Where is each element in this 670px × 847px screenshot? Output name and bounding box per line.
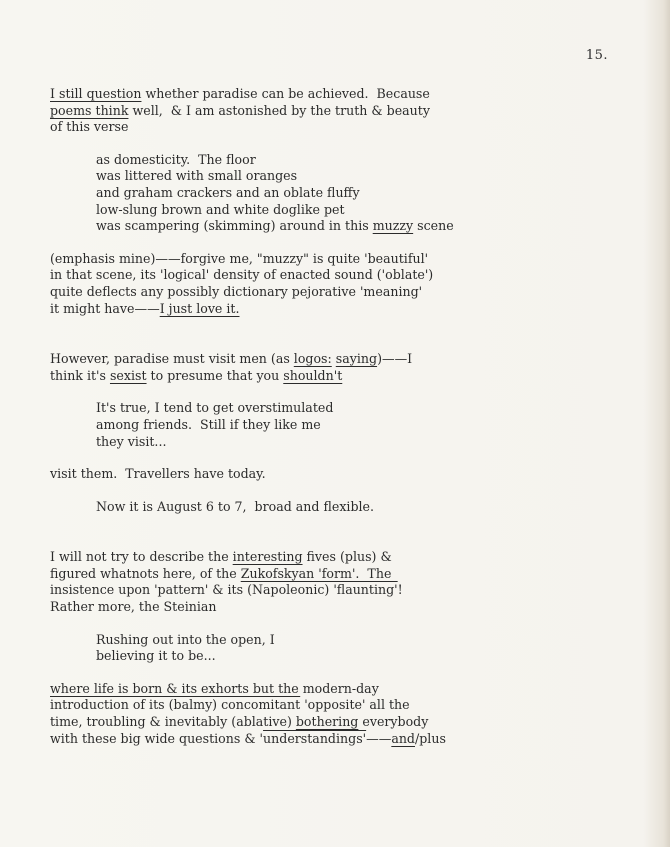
text-line xyxy=(50,714,610,731)
text-run: 'opposite' all the xyxy=(300,697,410,713)
underlined-word: shouldn't xyxy=(283,367,343,383)
underlined-word: sexist xyxy=(109,367,147,383)
verse-line: It's true, I tend to get overstimulated xyxy=(96,400,334,416)
text-run: /plus xyxy=(415,730,446,746)
text-line xyxy=(50,681,610,698)
paragraph-7 xyxy=(50,681,610,747)
underlined-word: logos: xyxy=(293,351,332,367)
text-run: everybody xyxy=(358,714,429,730)
page-number: 15. xyxy=(585,48,608,63)
text-line xyxy=(50,368,610,385)
underlined-phrase: I still question xyxy=(50,86,142,101)
overlined-word: understandings' xyxy=(263,730,367,746)
underlined-phrase: I just love it. xyxy=(159,300,240,316)
quoted-verse-3 xyxy=(96,632,610,665)
paragraph-1 xyxy=(50,86,610,136)
underlined-word: saying xyxy=(335,351,378,367)
text-line: in that scene, its 'logical' density of enacted sound ('oblate') xyxy=(50,267,434,283)
text-line xyxy=(50,86,610,103)
underlined-phrase: Zukofskyan 'form' xyxy=(240,565,356,581)
page-body xyxy=(50,86,610,747)
text-line xyxy=(50,119,610,136)
text-run: but the modern-day xyxy=(248,680,379,696)
verse-line: believing it to be... xyxy=(96,648,216,664)
text-run: think it's xyxy=(50,367,110,383)
text-line xyxy=(50,731,610,748)
paragraph-2 xyxy=(50,251,610,317)
verse-line: Rushing out into the open, I xyxy=(96,631,275,647)
verse-line: among friends. Still if they like me xyxy=(96,416,321,432)
underlined-phrase: where life is born & its exhorts xyxy=(50,680,249,696)
verse-line: low-slung brown and white doglike pet xyxy=(96,201,345,217)
text-run: insistence upon 'pattern' & its ( xyxy=(50,582,252,598)
text-run: . The xyxy=(355,565,392,581)
paragraph-3 xyxy=(50,351,610,384)
text-line: quite deflects any possibly dictionary pejorative 'meaning' xyxy=(50,283,423,299)
verse-line xyxy=(96,218,610,235)
text-run: —— xyxy=(366,730,392,746)
text-line xyxy=(50,103,610,120)
text-line xyxy=(50,351,610,368)
text-line xyxy=(50,549,610,566)
overlined-phrase: Napoleonic) 'flaunting' xyxy=(251,582,398,598)
verse-line: they visit... xyxy=(96,433,167,449)
text-run: scene xyxy=(413,218,454,234)
verse-line: and graham crackers and an oblate fluffy xyxy=(96,184,360,200)
text-line xyxy=(50,566,610,583)
text-line xyxy=(50,301,610,318)
text-run: ! xyxy=(397,582,403,598)
text-run: whether paradise can be achieved. Because xyxy=(141,86,430,101)
text-run: time, troubling & inevitably (ablative) xyxy=(50,714,296,730)
underlined-phrase: poems think xyxy=(50,102,129,118)
text-run: with these big wide questions & ' xyxy=(50,730,264,746)
underlined-word: bothering xyxy=(295,714,359,730)
text-run: )——I xyxy=(377,351,413,367)
verse-line: was littered with small oranges xyxy=(96,168,298,184)
text-run: was scampering (skimming) around in this xyxy=(96,218,373,234)
overlined-phrase: introduction of its (balmy) concomitant xyxy=(50,697,301,713)
underlined-word: and xyxy=(391,730,415,746)
paragraph-4: visit them. Travellers have today. xyxy=(50,466,266,482)
text-run: well, & I am astonished by the truth & beauty xyxy=(128,102,430,118)
underlined-word: muzzy xyxy=(372,218,414,234)
text-run: it might have—— xyxy=(50,300,160,316)
quoted-verse-2 xyxy=(96,400,610,450)
text-line: (emphasis mine)——forgive me, "muzzy" is quite 'beautiful' xyxy=(50,250,429,266)
verse-line: as domesticity. The floor xyxy=(96,151,256,167)
text-line xyxy=(50,582,610,599)
paragraph-5: Now it is August 6 to 7, broad and flexible. xyxy=(96,498,375,514)
paragraph-6 xyxy=(50,549,610,615)
quoted-verse-1 xyxy=(96,152,610,235)
text-run: to presume that you xyxy=(146,367,284,383)
text-line xyxy=(50,697,610,714)
text-run: Rather more, the Steinian xyxy=(50,599,217,615)
text-line xyxy=(50,599,610,616)
text-run: of this verse xyxy=(50,119,129,135)
text-run: fives (plus) & xyxy=(302,549,392,565)
text-run: I will not try to describe the xyxy=(50,549,233,565)
text-run: figured whatnots here, of the xyxy=(50,565,241,581)
underlined-word: interesting xyxy=(232,549,303,565)
text-run: However, paradise must visit men (as xyxy=(50,351,294,367)
